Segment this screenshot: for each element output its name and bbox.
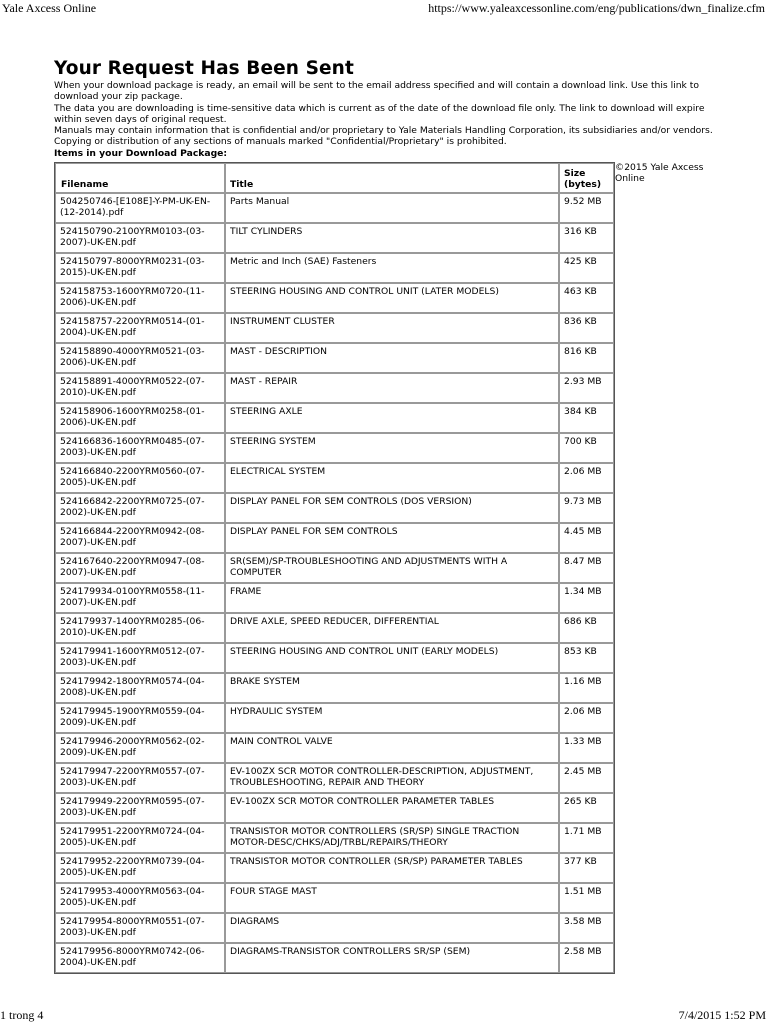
table-row	[55, 583, 614, 613]
download-ready-paragraph: When your download package is ready, an email will be sent to the email address specified and will contain a download link. Use this link to download your zip package.	[54, 80, 700, 103]
title-cell: TILT CYLINDERS	[225, 223, 559, 253]
filename-cell: 524179946-2000YRM0562-(02-2009)-UK-EN.pdf	[55, 733, 225, 763]
size-cell: 700 KB	[559, 433, 614, 463]
table-row	[55, 463, 614, 493]
filename-cell: 524167640-2200YRM0947-(08-2007)-UK-EN.pdf	[55, 553, 225, 583]
filename-cell: 524179954-8000YRM0551-(07-2003)-UK-EN.pdf	[55, 913, 225, 943]
size-cell: 4.45 MB	[559, 523, 614, 553]
size-cell: 3.58 MB	[559, 913, 614, 943]
size-cell: 265 KB	[559, 793, 614, 823]
title-cell: DRIVE AXLE, SPEED REDUCER, DIFFERENTIAL	[225, 613, 559, 643]
filename-cell: 524158890-4000YRM0521-(03-2006)-UK-EN.pdf	[55, 343, 225, 373]
title-cell: TRANSISTOR MOTOR CONTROLLER (SR/SP) PARAMETER TABLES	[225, 853, 559, 883]
size-cell: 836 KB	[559, 313, 614, 343]
filename-cell: 524179949-2200YRM0595-(07-2003)-UK-EN.pdf	[55, 793, 225, 823]
copyright-notice: ©2015 Yale Axcess Online	[615, 162, 704, 184]
table-row	[55, 673, 614, 703]
filename-cell: 524179934-0100YRM0558-(11-2007)-UK-EN.pdf	[55, 583, 225, 613]
table-row	[55, 283, 614, 313]
title-cell: DISPLAY PANEL FOR SEM CONTROLS	[225, 523, 559, 553]
title-cell: Parts Manual	[225, 193, 559, 223]
size-cell: 2.58 MB	[559, 943, 614, 973]
table-row	[55, 643, 614, 673]
title-cell: MAIN CONTROL VALVE	[225, 733, 559, 763]
filename-cell: 524166844-2200YRM0942-(08-2007)-UK-EN.pdf	[55, 523, 225, 553]
table-row	[55, 823, 614, 853]
title-cell: STEERING HOUSING AND CONTROL UNIT (LATER MODELS)	[225, 283, 559, 313]
filename-column-header: Filename	[55, 163, 225, 193]
title-cell: SR(SEM)/SP-TROUBLESHOOTING AND ADJUSTMENTS WITH A COMPUTER	[225, 553, 559, 583]
title-cell: ELECTRICAL SYSTEM	[225, 463, 559, 493]
title-cell: MAST - DESCRIPTION	[225, 343, 559, 373]
title-cell: BRAKE SYSTEM	[225, 673, 559, 703]
confidentiality-paragraph: Manuals may contain information that is confidential and/or proprietary to Yale Materials Handling Corporation, its subsidiaries and/or vendors. Copying or distribution of any sections of manuals marked "Confidential/Proprietary" is prohibited.	[54, 125, 713, 148]
table-row	[55, 613, 614, 643]
filename-cell: 524158753-1600YRM0720-(11-2006)-UK-EN.pdf	[55, 283, 225, 313]
table-row	[55, 253, 614, 283]
filename-cell: 524166840-2200YRM0560-(07-2005)-UK-EN.pdf	[55, 463, 225, 493]
table-row	[55, 373, 614, 403]
filename-cell: 524179937-1400YRM0285-(06-2010)-UK-EN.pdf	[55, 613, 225, 643]
title-cell: HYDRAULIC SYSTEM	[225, 703, 559, 733]
table-row	[55, 793, 614, 823]
title-cell: MAST - REPAIR	[225, 373, 559, 403]
filename-cell: 524158906-1600YRM0258-(01-2006)-UK-EN.pdf	[55, 403, 225, 433]
size-cell: 1.33 MB	[559, 733, 614, 763]
filename-cell: 524179956-8000YRM0742-(06-2004)-UK-EN.pdf	[55, 943, 225, 973]
filename-cell: 524179951-2200YRM0724-(04-2005)-UK-EN.pdf	[55, 823, 225, 853]
size-cell: 1.16 MB	[559, 673, 614, 703]
table-row	[55, 523, 614, 553]
size-cell: 686 KB	[559, 613, 614, 643]
filename-cell: 524158757-2200YRM0514-(01-2004)-UK-EN.pdf	[55, 313, 225, 343]
filename-cell: 524179952-2200YRM0739-(04-2005)-UK-EN.pdf	[55, 853, 225, 883]
table-row	[55, 883, 614, 913]
size-cell: 2.93 MB	[559, 373, 614, 403]
filename-cell: 504250746-[E108E]-Y-PM-UK-EN-(12-2014).pdf	[55, 193, 225, 223]
size-cell: 2.45 MB	[559, 763, 614, 793]
filename-cell: 524166836-1600YRM0485-(07-2003)-UK-EN.pdf	[55, 433, 225, 463]
title-cell: DISPLAY PANEL FOR SEM CONTROLS (DOS VERSION)	[225, 493, 559, 523]
print-footer	[0, 1007, 768, 1023]
title-cell: EV-100ZX SCR MOTOR CONTROLLER PARAMETER TABLES	[225, 793, 559, 823]
size-column-header: Size (bytes)	[559, 163, 614, 193]
page-url[interactable]: https://www.yaleaxcessonline.com/eng/publications/dwn_finalize.cfm	[428, 1, 765, 15]
print-header	[0, 0, 768, 16]
table-row	[55, 193, 614, 223]
size-cell: 1.34 MB	[559, 583, 614, 613]
page-indicator: 1 trong 4	[0, 1008, 44, 1022]
size-cell: 384 KB	[559, 403, 614, 433]
title-cell: FOUR STAGE MAST	[225, 883, 559, 913]
table-row	[55, 943, 614, 973]
size-cell: 9.73 MB	[559, 493, 614, 523]
table-row	[55, 403, 614, 433]
filename-cell: 524150797-8000YRM0231-(03-2015)-UK-EN.pdf	[55, 253, 225, 283]
size-cell: 463 KB	[559, 283, 614, 313]
filename-cell: 524166842-2200YRM0725-(07-2002)-UK-EN.pdf	[55, 493, 225, 523]
filename-cell: 524158891-4000YRM0522-(07-2010)-UK-EN.pdf	[55, 373, 225, 403]
intro-text	[54, 80, 714, 148]
size-cell: 316 KB	[559, 223, 614, 253]
title-cell: FRAME	[225, 583, 559, 613]
filename-cell: 524179941-1600YRM0512-(07-2003)-UK-EN.pdf	[55, 643, 225, 673]
table-row	[55, 853, 614, 883]
table-row	[55, 553, 614, 583]
table-row	[55, 433, 614, 463]
title-cell: STEERING AXLE	[225, 403, 559, 433]
size-cell: 816 KB	[559, 343, 614, 373]
table-row	[55, 763, 614, 793]
table-row	[55, 703, 614, 733]
size-cell: 1.51 MB	[559, 883, 614, 913]
filename-cell: 524150790-2100YRM0103-(03-2007)-UK-EN.pdf	[55, 223, 225, 253]
filename-cell: 524179945-1900YRM0559-(04-2009)-UK-EN.pdf	[55, 703, 225, 733]
size-cell: 8.47 MB	[559, 553, 614, 583]
title-cell: STEERING HOUSING AND CONTROL UNIT (EARLY MODELS)	[225, 643, 559, 673]
table-row	[55, 223, 614, 253]
title-column-header: Title	[225, 163, 559, 193]
table-row	[55, 733, 614, 763]
filename-cell: 524179953-4000YRM0563-(04-2005)-UK-EN.pdf	[55, 883, 225, 913]
title-cell: DIAGRAMS	[225, 913, 559, 943]
time-sensitive-paragraph: The data you are downloading is time-sensitive data which is current as of the date of the download file only. The link to download will expire within seven days of original request.	[54, 102, 705, 125]
download-package-table	[54, 162, 615, 974]
table-header-row	[55, 163, 614, 193]
size-cell: 425 KB	[559, 253, 614, 283]
page-title: Your Request Has Been Sent	[54, 58, 354, 79]
title-cell: EV-100ZX SCR MOTOR CONTROLLER-DESCRIPTION, ADJUSTMENT, TROUBLESHOOTING, REPAIR AND THEORY	[225, 763, 559, 793]
items-label: Items in your Download Package:	[54, 147, 228, 159]
size-cell: 9.52 MB	[559, 193, 614, 223]
title-cell: INSTRUMENT CLUSTER	[225, 313, 559, 343]
size-cell: 1.71 MB	[559, 823, 614, 853]
filename-cell: 524179942-1800YRM0574-(04-2008)-UK-EN.pdf	[55, 673, 225, 703]
title-cell: Metric and Inch (SAE) Fasteners	[225, 253, 559, 283]
print-datetime: 7/4/2015 1:52 PM	[678, 1008, 766, 1022]
title-cell: DIAGRAMS-TRANSISTOR CONTROLLERS SR/SP (SEM)	[225, 943, 559, 973]
size-cell: 2.06 MB	[559, 703, 614, 733]
title-cell: TRANSISTOR MOTOR CONTROLLERS (SR/SP) SINGLE TRACTION MOTOR-DESC/CHKS/ADJ/TRBL/REPAIRS/THEORY	[225, 823, 559, 853]
download-table-wrapper	[54, 162, 615, 974]
table-row	[55, 913, 614, 943]
table-row	[55, 313, 614, 343]
size-cell: 853 KB	[559, 643, 614, 673]
site-title: Yale Axcess Online	[2, 1, 97, 15]
table-row	[55, 493, 614, 523]
title-cell: STEERING SYSTEM	[225, 433, 559, 463]
size-cell: 377 KB	[559, 853, 614, 883]
table-row	[55, 343, 614, 373]
filename-cell: 524179947-2200YRM0557-(07-2003)-UK-EN.pdf	[55, 763, 225, 793]
size-cell: 2.06 MB	[559, 463, 614, 493]
main-content	[54, 58, 714, 159]
